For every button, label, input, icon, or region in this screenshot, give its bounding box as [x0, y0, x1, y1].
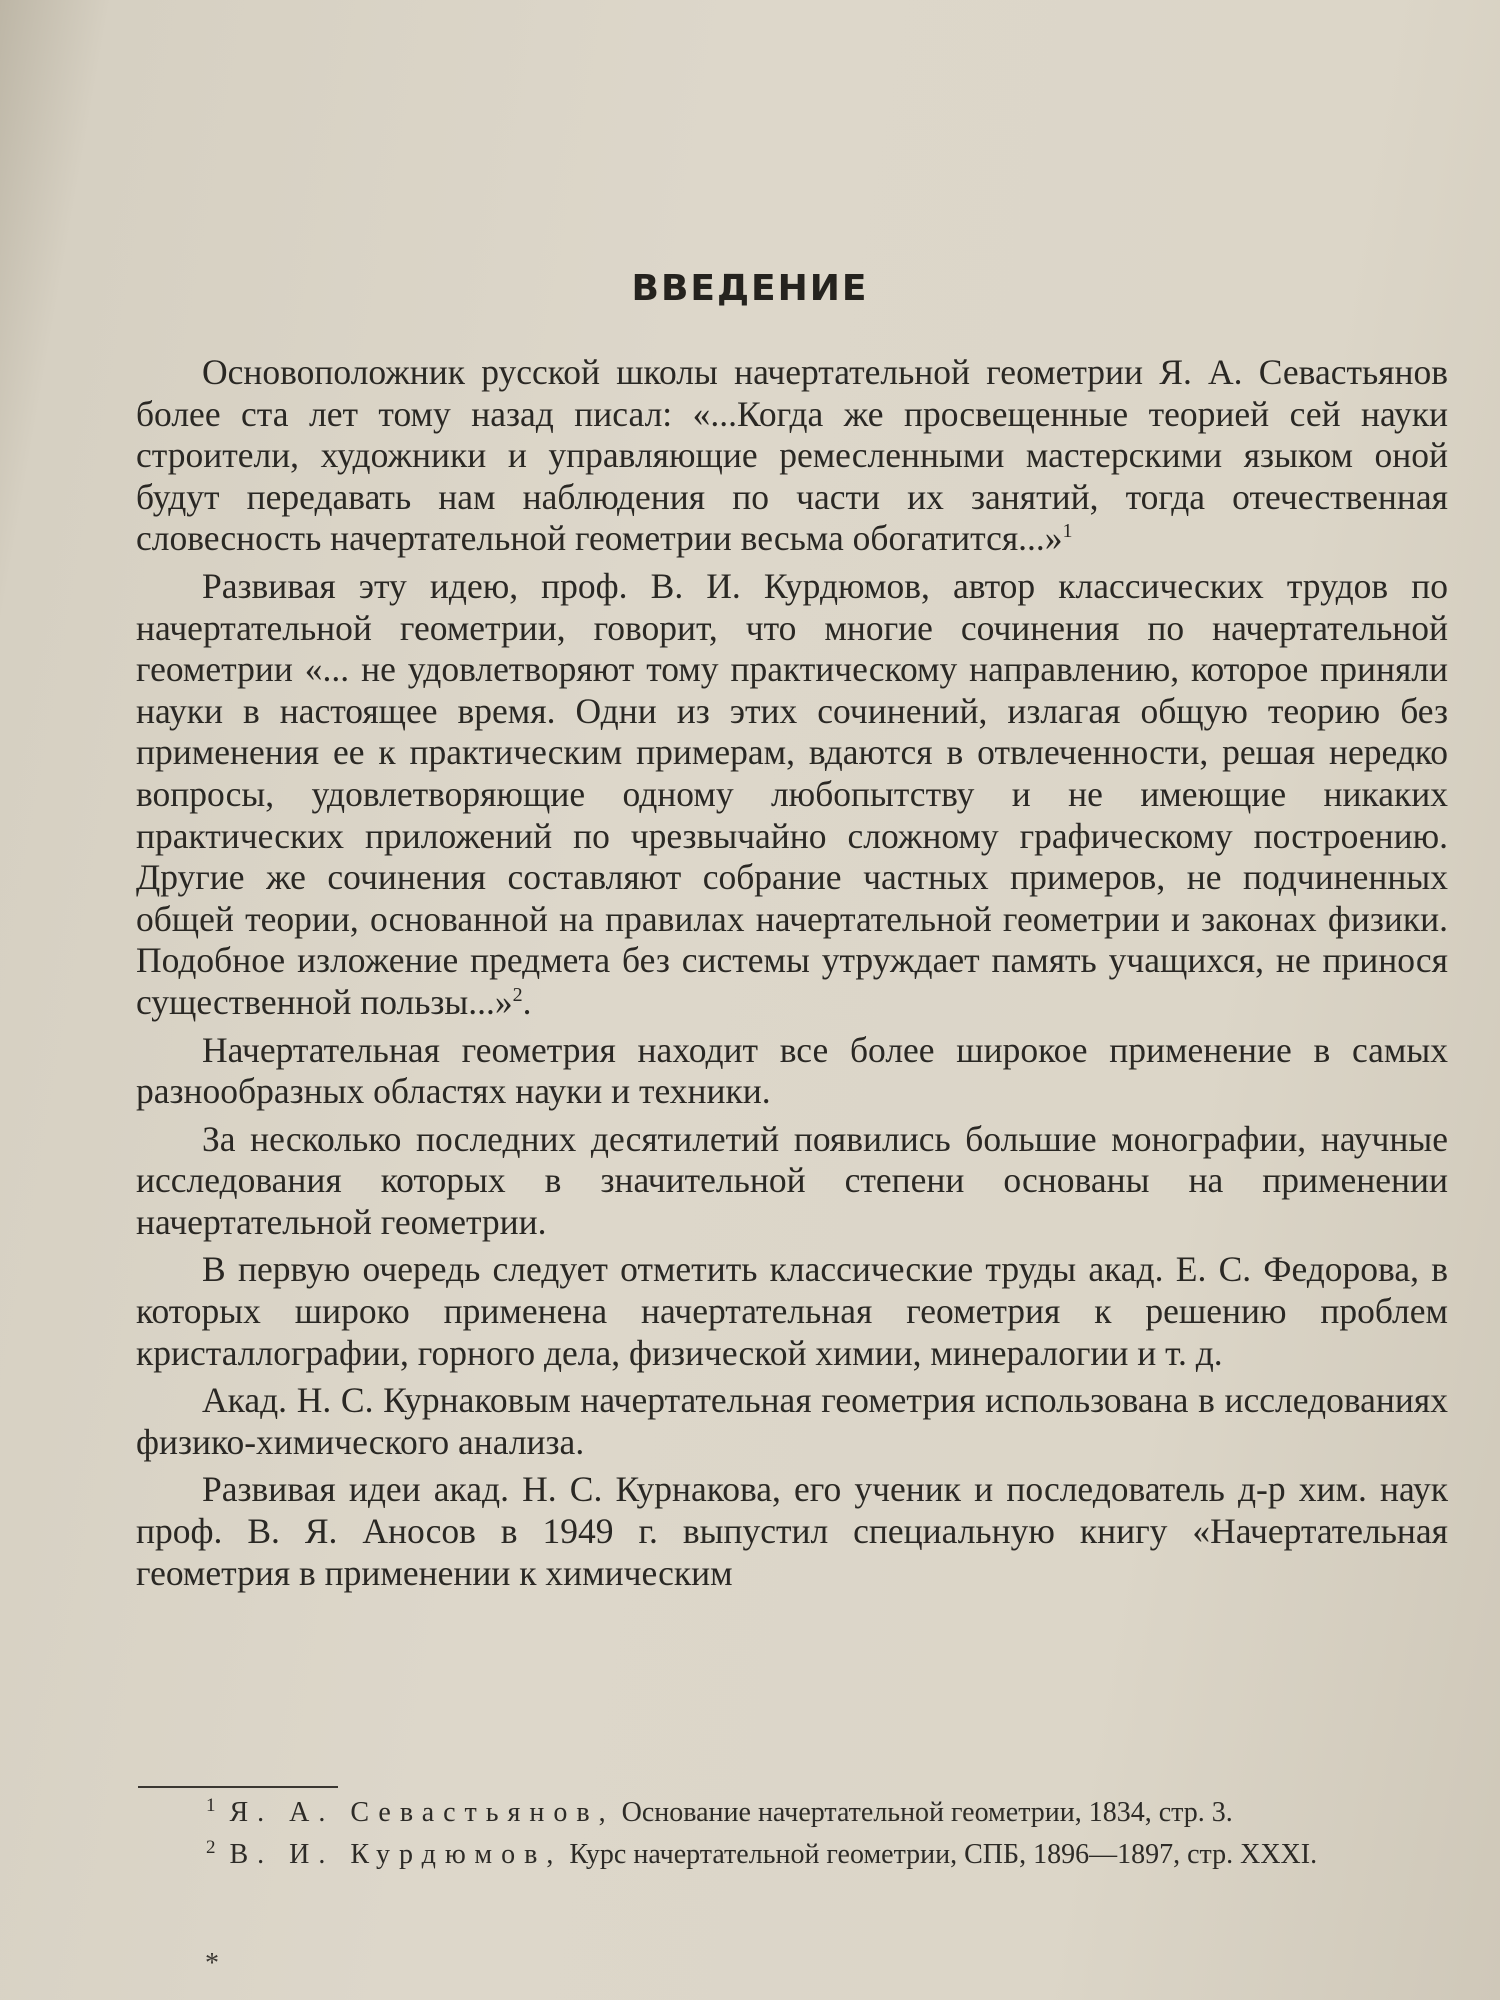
footnote	[136, 1792, 1448, 1834]
footnote-author: Я. А. Севастьянов,	[229, 1797, 615, 1828]
footnote-ref: 1	[1062, 520, 1073, 543]
paragraph-text: За несколько последних десятилетий появились большие монографии, научные исследования которых в значительной степени основаны на применении начертательной геометрии.	[136, 1118, 1448, 1242]
footnote-number: 1	[206, 1794, 216, 1816]
footnote	[136, 1834, 1448, 1876]
body-text	[136, 352, 1448, 1600]
paragraph	[136, 1380, 1448, 1463]
paragraph	[136, 1249, 1448, 1374]
footnote-author: В. И. Курдюмов,	[229, 1839, 563, 1870]
footnote-number: 2	[206, 1836, 216, 1858]
footnote-text: Основание начертательной геометрии, 1834, стр. 3.	[621, 1797, 1233, 1828]
footnote-divider	[138, 1786, 338, 1788]
paragraph	[136, 1119, 1448, 1244]
paragraph	[136, 1030, 1448, 1113]
footnotes	[136, 1792, 1448, 1876]
paragraph: Развивая эту идею, проф. В. И. Курдюмов, автор классических трудов по начертательной геометрии, говорит, что многие сочинения по начертательной геометрии «... не удовлетворяют тому практическому направлению, которое приняли науки в настоящее время. Одни из этих сочинений, излагая общую теорию без применения ее к практическим примерам, вдаются в отвлеченности, решая нередко вопросы, удовлетворяющие одному любопытству и не имеющие никаких практических приложений по чрезвычайно сложному графическому построению. Другие же сочинения составляют собрание частных примеров, не подчиненных общей теории, основанной на правилах начертательной геометрии и законах физики. Подобное изложение предмета без системы утруждает память учащихся, не принося существенной пользы...»$^2$.	[136, 565, 1448, 1022]
paragraph-text: Развивая эту идею, проф. В. И. Курдюмов, автор классических трудов по начертательной геометрии, говорит, что многие сочинения по начертательной геометрии «... не удовлетворяют тому практическому направлению, которое приняли науки в настоящее время. Одни из этих сочинений, излагая общую теорию без применения ее к практическим примерам, вдаются в отвлеченности, решая нередко вопросы, удовлетворяющие одному любопытству и не имеющие никаких практических приложений по чрезвычайно сложному графическому построению. Другие же сочинения составляют собрание частных примеров, не подчиненных общей теории, основанной на правилах начертательной геометрии и законах физики. Подобное изложение предмета без системы утруждает память учащихся, не принося существенной пользы...»	[136, 565, 1448, 1022]
paragraph-text: Развивая идеи акад. Н. С. Курнакова, его ученик и последователь д-р хим. наук проф. В. Я. Аносов в 1949 г. выпустил специальную книгу «Начертательная геометрия в применении к химическим	[136, 1469, 1448, 1593]
paragraph	[136, 1469, 1448, 1594]
paragraph	[136, 352, 1448, 560]
footnote-text: Курс начертательной геометрии, СПБ, 1896—1897, стр. XXXI.	[569, 1839, 1318, 1870]
paragraph-text: Акад. Н. С. Курнаковым начертательная геометрия использована в исследованиях физико-химического анализа.	[136, 1380, 1448, 1462]
paragraph-text: Основоположник русской школы начертательной геометрии Я. А. Севастьянов более ста лет тому назад писал: «...Когда же просвещенные теорией сей науки строители, художники и управляющие ремесленными мастерскими языком оной будут передавать нам наблюдения по части их занятий, тогда отечественная словесность начертательной геометрии весьма обогатится...»	[136, 352, 1448, 559]
paragraph-text: В первую очередь следует отметить классические труды акад. Е. С. Федорова, в которых широко применена начертательная геометрия к решению проблем кристаллографии, горного дела, физической химии, минералогии и т. д.	[136, 1249, 1448, 1373]
paragraph-text: Начертательная геометрия находит все более широкое применение в самых разнообразных областях науки и техники.	[136, 1029, 1448, 1112]
footnote-ref: 2	[512, 984, 523, 1007]
bottom-mark: *	[205, 1948, 219, 1979]
chapter-heading: ВВЕДЕНИЕ	[631, 268, 869, 309]
